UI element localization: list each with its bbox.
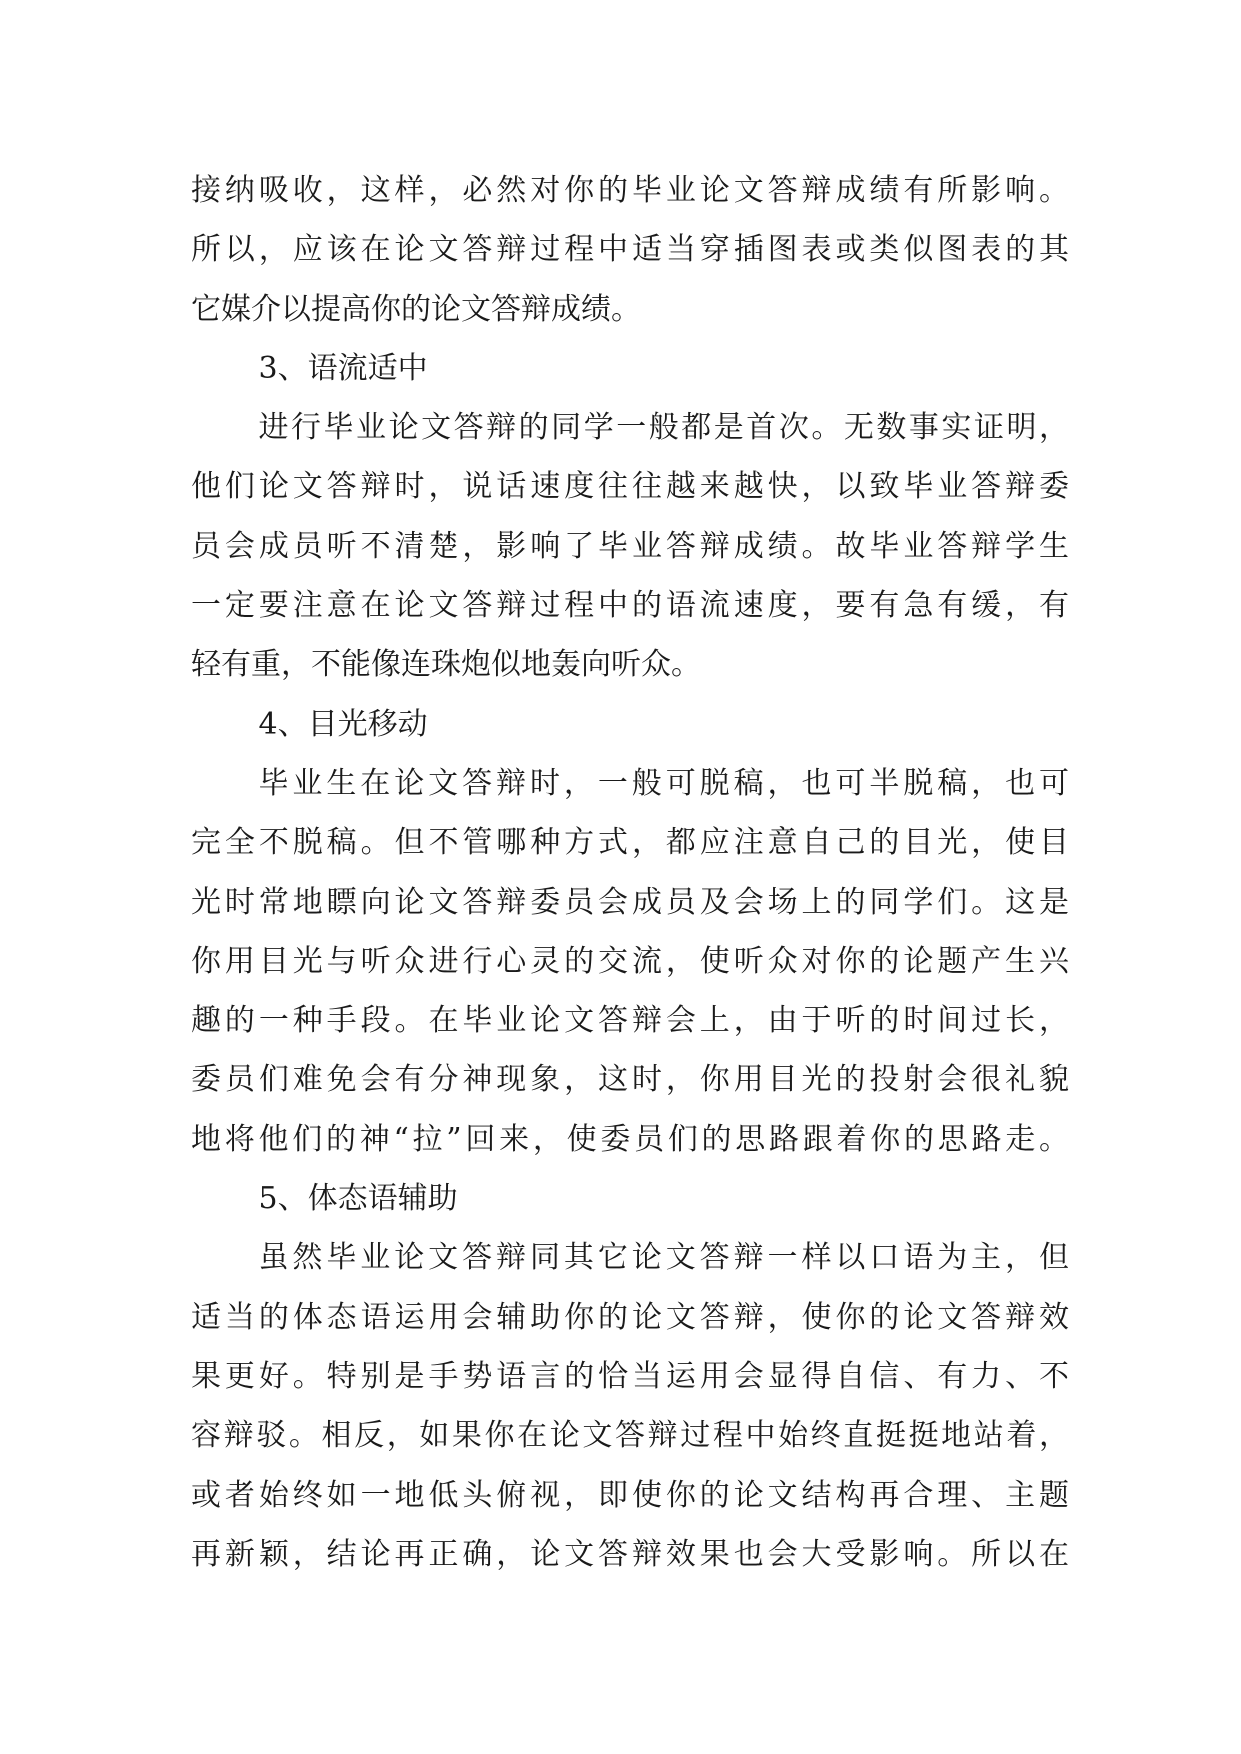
- text-line: 虽然毕业论文答辩同其它论文答辩一样以口语为主，但: [258, 1240, 1069, 1276]
- text-line: 轻有重，不能像连珠炮似地轰向听众。: [191, 647, 701, 683]
- text-line: 趣的一种手段。在毕业论文答辩会上，由于听的时间过长，: [191, 1003, 1069, 1039]
- text-line: 进行毕业论文答辩的同学一般都是首次。无数事实证明，: [258, 410, 1069, 446]
- text-line: 适当的体态语运用会辅助你的论文答辩，使你的论文答辩效: [191, 1299, 1069, 1335]
- paragraph: [191, 161, 1069, 339]
- paragraph: [191, 1228, 1069, 1584]
- paragraph: [191, 754, 1069, 1169]
- text-line: 容辩驳。相反，如果你在论文答辩过程中始终直挺挺地站着，: [191, 1418, 1069, 1454]
- text-line: 地将他们的神“拉”回来，使委员们的思路跟着你的思路走。: [191, 1121, 1069, 1157]
- section-heading-3: 3、语流适中: [258, 350, 428, 386]
- text-line: 你用目光与听众进行心灵的交流，使听众对你的论题产生兴: [191, 943, 1069, 979]
- paragraph: [191, 398, 1069, 694]
- section-heading-5: 5、体态语辅助: [258, 1181, 458, 1217]
- section-heading-4: 4、目光移动: [258, 706, 428, 742]
- text-line: 所以，应该在论文答辩过程中适当穿插图表或类似图表的其: [191, 232, 1069, 268]
- document-page: [191, 161, 1069, 1584]
- text-line: 果更好。特别是手势语言的恰当运用会显得自信、有力、不: [191, 1358, 1069, 1394]
- text-line: 光时常地瞟向论文答辩委员会成员及会场上的同学们。这是: [191, 884, 1069, 920]
- text-line: 或者始终如一地低头俯视，即使你的论文结构再合理、主题: [191, 1477, 1069, 1513]
- text-line: 完全不脱稿。但不管哪种方式，都应注意自己的目光，使目: [191, 825, 1069, 861]
- text-line: 一定要注意在论文答辩过程中的语流速度，要有急有缓，有: [191, 588, 1069, 624]
- text-line: 接纳吸收，这样，必然对你的毕业论文答辩成绩有所影响。: [191, 173, 1069, 208]
- text-line: 他们论文答辩时，说话速度往往越来越快，以致毕业答辩委: [191, 469, 1069, 505]
- text-line: 委员们难免会有分神现象，这时，你用目光的投射会很礼貌: [191, 1062, 1069, 1098]
- text-line: 它媒介以提高你的论文答辩成绩。: [191, 291, 641, 327]
- text-line: 再新颖，结论再正确，论文答辩效果也会大受影响。所以在: [191, 1536, 1069, 1572]
- text-line: 员会成员听不清楚，影响了毕业答辩成绩。故毕业答辩学生: [191, 528, 1069, 564]
- text-line: 毕业生在论文答辩时，一般可脱稿，也可半脱稿，也可: [258, 765, 1069, 801]
